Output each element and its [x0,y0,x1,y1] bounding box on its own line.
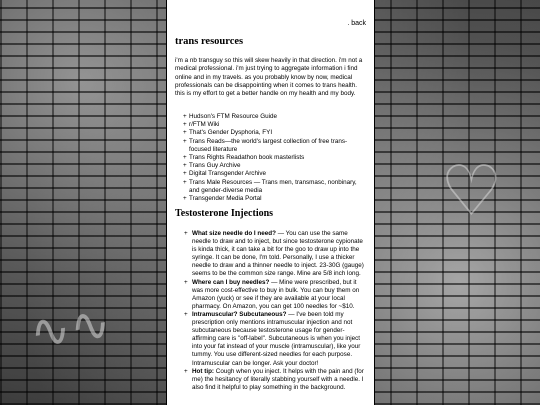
intro-paragraph: i'm a nb transguy so this will skew heavily in that direction. i'm not a medical professional. i'm just trying to aggregate information i find online and in my travels. as you probably know by now, medical professionals can be disappointing when it comes to trans health. this is my effort to get a better handle on my health and my body. [175,57,363,98]
resource-link[interactable]: Hudson's FTM Resource Guide [189,113,277,120]
back-link[interactable]: . back [347,20,366,27]
page-title: trans resources [175,36,244,47]
faq-item: + What size needle do I need? — You can use the same needle to draw and to inject, but since testosterone cypionate is kinda thick, it can take a bit for the goo to draw up into the syringe. It can be done, I'm told. Personally, I use a thicker needle to draw and a thinner needle to inject. 23-30G (gauge) seems to be the common size range. Mine are 5/8 inch long. [184,230,364,278]
faq-question: Intramuscular? Subcutaneous? [192,310,287,318]
faq-item: + Hot tip: Cough when you inject. It helps with the pain and (for me) the hesitancy of literally stabbing yourself with a needle. I also find it helpful to play something in the background. [184,367,364,391]
list-item: + r/FTM Wiki [183,121,220,129]
faq-question: What size needle do I need? [192,230,276,237]
list-item: + Trans Guy Archive [183,162,241,170]
resource-link[interactable]: Trans Male Resources — Trans men, transmasc, nonbinary, and gender-diverse media [189,178,357,194]
graffiti-heart-decoration: ♡ [440,150,503,232]
resource-link[interactable]: Trans Rights Readathon book masterlists [189,154,305,162]
list-item: + That's Gender Dysphoria, FYI [183,129,273,137]
faq-answer: Cough when you inject. It helps with the pain and (for me) the hesitancy of literally stabbing yourself with a needle. I also find it helpful to play something in the background. [192,367,364,391]
content-panel [166,0,375,405]
resource-link[interactable]: Trans Guy Archive [189,162,241,170]
faq-question: Where can I buy needles? [192,278,270,286]
faq-question: Hot tip: [192,367,215,375]
resource-link[interactable]: Trans Reads—the world's largest collection of free trans-focused literature [189,137,348,153]
list-item: + Transgender Media Portal [183,195,262,203]
resource-links-list [175,113,367,203]
list-item: + Hudson's FTM Resource Guide [183,113,277,120]
graffiti-scribble-decoration: ∿∿ [26,294,114,362]
resource-link[interactable]: That's Gender Dysphoria, FYI [189,129,273,137]
list-item: + Trans Male Resources — Trans men, transmasc, nonbinary, and gender-diverse media [183,178,357,194]
faq-answer: — You can use the same needle to draw and to inject, but since testosterone cypionate is kinda thick, it can take a bit for the goo to draw up into the syringe. It can be done, I'm told. Personally, I use a thicker needle to draw and a thinner needle to inject. 23-30G (gauge) seems to be the common size range. Mine are 5/8 inch long. [192,230,364,278]
resource-link[interactable]: Transgender Media Portal [189,195,262,203]
list-item: + Trans Rights Readathon book masterlists [183,154,305,162]
faq-item: + Where can I buy needles? — Mine were prescribed, but it was more cost-effective to buy in bulk. You can buy them on Amazon (yuck) or see if they are available at your local pharmacy. On Amazon, you can get 100 needles for ~$10. [184,278,360,310]
faq-item: + Intramuscular? Subcutaneous? — I've been told my prescription only mentions intramuscular injection and not subcutaneous because testosterone usage for gender-affirming care is "off-label". Subcutaneous is when you inject into your fat instead of your muscle (intramuscular), like your tummy. You use different-sized needles for each purpose. Intramuscular can be longer. Ask your doctor! [184,310,361,367]
faq-answer: — I've been told my prescription only mentions intramuscular injection and not subcutaneous because testosterone usage for gender-affirming care is "off-label". Subcutaneous is when you inject into your fat instead of your muscle (intramuscular), like your tummy. You use different-sized needles for each purpose. Intramuscular can be longer. Ask your doctor! [192,310,361,367]
section-heading: Testosterone Injections [175,208,274,219]
faq-list [175,230,368,392]
resource-link[interactable]: Digital Transgender Archive [189,170,267,178]
faq-answer: — Mine were prescribed, but it was more cost-effective to buy in bulk. You can buy them on Amazon (yuck) or see if they are available at your local pharmacy. On Amazon, you can get 100 needles for ~$10. [192,278,360,310]
resource-link[interactable]: r/FTM Wiki [189,121,220,129]
list-item: + Digital Transgender Archive [183,170,267,178]
list-item: + Trans Reads—the world's largest collection of free trans-focused literature [183,137,348,153]
